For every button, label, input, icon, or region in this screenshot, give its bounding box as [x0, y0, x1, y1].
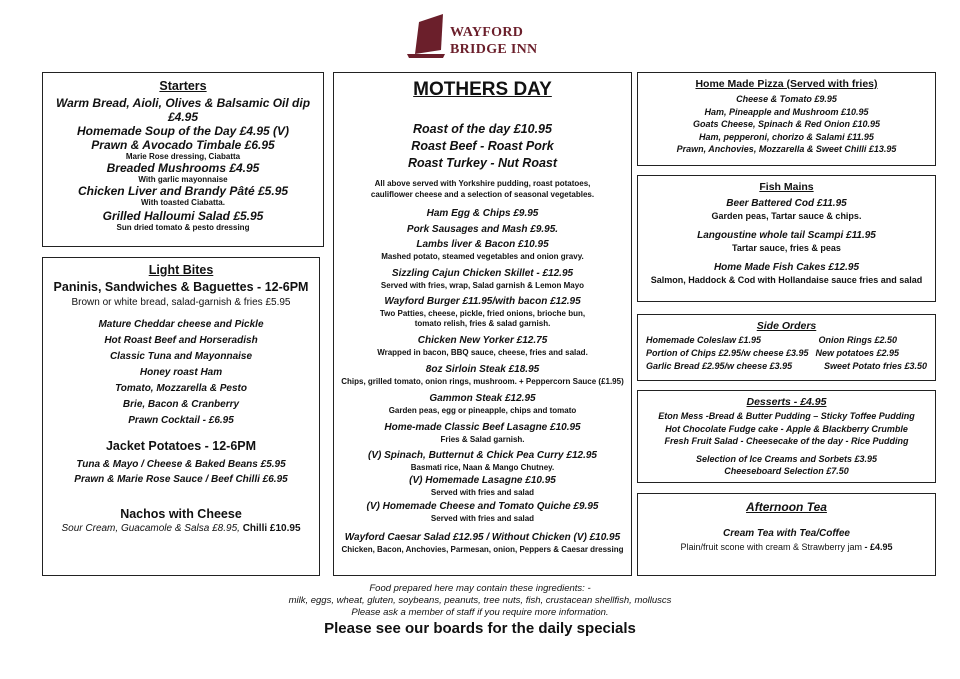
pizza-item: Cheese & Tomato £9.95 [736, 94, 837, 104]
jacket-item: Tuna & Mayo / Cheese & Baked Beans £5.95 [76, 459, 286, 470]
main-item: Pork Sausages and Mash £9.95. [406, 224, 559, 235]
main-item: (V) Spinach, Butternut & Chick Pea Curry £12.95 [368, 450, 597, 461]
starter-desc: Marie Rose dressing, Ciabatta [125, 152, 241, 161]
main-desc: Served with fries and salad [430, 514, 535, 523]
main-item: Lambs liver & Bacon £10.95 [416, 239, 549, 250]
main-item: Wayford Caesar Salad £12.95 / Without Chicken (V) £10.95 [344, 532, 621, 543]
filling-item: Prawn Cocktail - £6.95 [128, 415, 234, 426]
allergen-line: Please ask a member of staff if you require more information. [351, 607, 609, 618]
roast-line: Roast Beef - Roast Pork [411, 139, 554, 153]
main-item: Wayford Burger £11.95/with bacon £12.95 [384, 296, 581, 307]
main-desc: Chicken, Bacon, Anchovies, Parmesan, onion, Peppers & Caesar dressing [341, 545, 624, 554]
roast-line: Roast Turkey - Nut Roast [407, 156, 558, 170]
paninis-title: Paninis, Sandwiches & Baguettes - 12-6PM [53, 280, 309, 294]
dessert-line: Hot Chocolate Fudge cake - Apple & Blackberry Crumble [665, 423, 908, 434]
roast-line: Roast of the day £10.95 [413, 122, 552, 136]
starters-section [42, 72, 324, 247]
sides-title: Side Orders [756, 320, 817, 332]
main-item: Gammon Steak £12.95 [429, 393, 536, 404]
main-desc: Wrapped in bacon, BBQ sauce, cheese, fries and salad. [377, 348, 588, 357]
starter-item: Grilled Halloumi Salad £5.95 [102, 209, 264, 223]
fish-desc: Salmon, Haddock & Cod with Hollandaise sauce fries and salad [650, 275, 923, 285]
filling-item: Hot Roast Beef and Horseradish [104, 335, 258, 346]
main-desc: Mashed potato, steamed vegetables and onion gravy. [381, 252, 584, 261]
main-item: (V) Homemade Lasagne £10.95 [409, 475, 556, 486]
dessert-extra: Selection of Ice Creams and Sorbets £3.95 [695, 453, 878, 464]
main-item: Ham Egg & Chips £9.95 [426, 208, 539, 219]
starter-item: Breaded Mushrooms £4.95 [106, 161, 260, 175]
fish-section [637, 175, 936, 302]
nachos-desc: Sour Cream, Guacamole & Salsa £8.95, Chilli £10.95 [61, 523, 301, 534]
main-desc: Fries & Salad garnish. [440, 435, 525, 444]
sides-section [637, 314, 936, 381]
filling-item: Mature Cheddar cheese and Pickle [98, 319, 264, 330]
afternoon-tea-title: Afternoon Tea [746, 500, 827, 514]
side-row: Portion of Chips £2.95/w cheese £3.95 New potatoes £2.95 [646, 348, 899, 358]
main-item: 8oz Sirloin Steak £18.95 [425, 364, 540, 375]
starter-item: Prawn & Avocado Timbale £6.95 [91, 138, 275, 152]
main-item: Home-made Classic Beef Lasagne £10.95 [384, 422, 581, 433]
allergen-notice [0, 583, 960, 619]
fish-desc: Tartar sauce, fries & peas [732, 243, 841, 253]
dessert-line: Fresh Fruit Salad - Cheesecake of the day - Rice Pudding [664, 436, 909, 446]
pizza-item: Ham, Pineapple and Mushroom £10.95 [704, 106, 869, 117]
main-desc: Basmati rice, Naan & Mango Chutney. [410, 463, 555, 472]
pizza-item: Ham, pepperoni, chorizo & Salami £11.95 [699, 131, 874, 142]
main-desc: Served with fries and salad [430, 488, 535, 497]
sail-logo-icon [405, 12, 447, 58]
desserts-title: Desserts - £4.95 [746, 396, 827, 408]
pizza-title: Home Made Pizza (Served with fries) [695, 78, 878, 90]
main-item: (V) Homemade Cheese and Tomato Quiche £9.95 [366, 501, 599, 512]
filling-item: Classic Tuna and Mayonnaise [109, 351, 253, 362]
fish-title: Fish Mains [759, 181, 814, 193]
roast-note: All above served with Yorkshire pudding, roast potatoes, cauliflower cheese and a selection of seasonal vegetables. [370, 179, 595, 199]
main-desc: Served with fries, wrap, Salad garnish & Lemon Mayo [380, 281, 585, 290]
paninis-note: Brown or white bread, salad-garnish & fries £5.95 [71, 297, 291, 308]
filling-item: Tomato, Mozzarella & Pesto [115, 383, 247, 394]
starter-desc: With garlic mayonnaise [138, 175, 228, 184]
mothers-day-title: MOTHERS DAY [413, 79, 552, 100]
dessert-extra: Cheeseboard Selection £7.50 [724, 465, 849, 476]
starter-item: Chicken Liver and Brandy Pâté £5.95 [77, 184, 289, 198]
main-item: Chicken New Yorker £12.75 [417, 335, 548, 346]
side-row: Homemade Coleslaw £1.95 Onion Rings £2.50 [646, 335, 897, 345]
main-desc: Chips, grilled tomato, onion rings, mushroom. + Peppercorn Sauce (£1.95) [341, 377, 624, 386]
afternoon-tea-desc: Plain/fruit scone with cream & Strawberry jam - £4.95 [680, 542, 893, 552]
main-desc: Garden peas, egg or pineapple, chips and tomato [388, 406, 577, 415]
nachos-title: Nachos with Cheese [120, 507, 242, 521]
pizza-section [637, 72, 936, 166]
fish-item: Home Made Fish Cakes £12.95 [713, 262, 860, 273]
desserts-section [637, 390, 936, 483]
starter-item: Homemade Soup of the Day £4.95 (V) [76, 124, 290, 138]
allergen-line: milk, eggs, wheat, gluten, soybeans, peanuts, tree nuts, fish, crustacean shellfish, molluscs [288, 595, 672, 606]
dessert-line: Eton Mess -Bread & Butter Pudding – Sticky Toffee Pudding [658, 411, 915, 421]
pizza-item: Prawn, Anchovies, Mozzarella & Sweet Chilli £13.95 [676, 144, 897, 154]
brand-line-1: WAYFORD [450, 25, 524, 40]
filling-item: Honey roast Ham [139, 367, 223, 378]
fish-item: Langoustine whole tail Scampi £11.95 [697, 230, 876, 241]
jacket-title: Jacket Potatoes - 12-6PM [105, 439, 257, 453]
mothers-day-section [333, 72, 632, 576]
fish-desc: Garden peas, Tartar sauce & chips. [711, 211, 862, 221]
filling-item: Brie, Bacon & Cranberry [122, 399, 240, 410]
jacket-item: Prawn & Marie Rose Sauce / Beef Chilli £6.95 [74, 474, 288, 485]
light-bites-section [42, 257, 320, 576]
starter-item: Warm Bread, Aioli, Olives & Balsamic Oil dip £4.95 [55, 96, 311, 124]
logo [405, 12, 555, 60]
starters-title: Starters [159, 79, 207, 93]
allergen-line: Food prepared here may contain these ingredients: - [369, 583, 591, 594]
light-bites-title: Light Bites [148, 263, 214, 277]
specials-notice: Please see our boards for the daily specials [324, 620, 636, 637]
pizza-item: Goats Cheese, Spinach & Red Onion £10.95 [692, 119, 881, 129]
starter-desc: With toasted Ciabatta. [141, 198, 225, 207]
fish-item: Beer Battered Cod £11.95 [726, 198, 847, 209]
side-row: Garlic Bread £2.95/w cheese £3.95 Sweet Potato fries £3.50 [646, 361, 927, 371]
main-item: Sizzling Cajun Chicken Skillet - £12.95 [391, 268, 574, 279]
main-desc: Two Patties, cheese, pickle, fried onions, brioche bun, tomato relish, fries & salad garnish. [379, 309, 586, 328]
brand-line-2: BRIDGE INN [450, 42, 538, 57]
afternoon-tea-section [637, 493, 936, 576]
starter-desc: Sun dried tomato & pesto dressing [116, 223, 250, 232]
afternoon-tea-item: Cream Tea with Tea/Coffee [723, 528, 850, 539]
